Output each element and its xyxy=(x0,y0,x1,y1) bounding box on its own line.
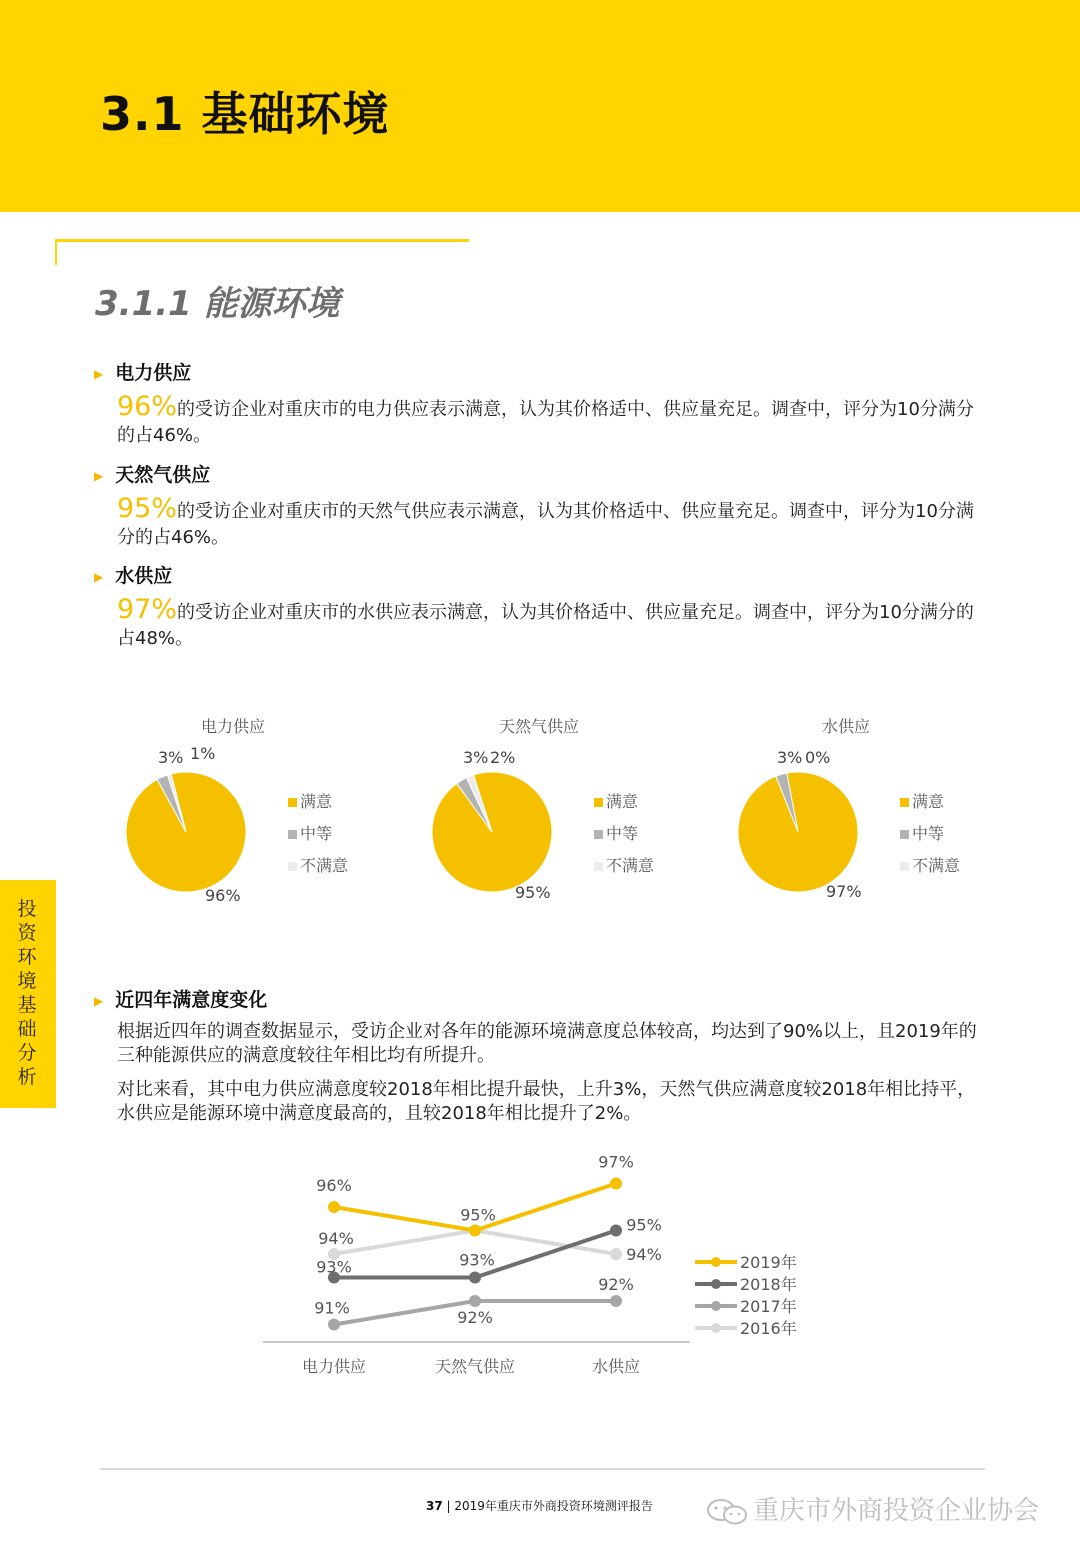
legend-label: 中等 xyxy=(606,824,639,843)
section-heading-trend xyxy=(94,985,267,1012)
legend-label: 2017年 xyxy=(740,1297,797,1316)
legend-item xyxy=(288,821,332,844)
highlight-percent: 95% xyxy=(117,493,178,524)
triangle-bullet-icon: ▶ xyxy=(94,993,104,1008)
legend-label: 满意 xyxy=(606,792,639,811)
data-point-2016年 xyxy=(610,1248,622,1260)
legend-item xyxy=(594,789,638,812)
pie-chart xyxy=(728,762,868,902)
triangle-bullet-icon: ▶ xyxy=(94,569,104,584)
section-paragraph-electricity xyxy=(117,391,987,449)
legend-item xyxy=(288,853,348,876)
data-label-2019年: 97% xyxy=(598,1152,634,1172)
legend-swatch xyxy=(594,798,603,807)
legend-label: 中等 xyxy=(912,824,945,843)
legend-swatch xyxy=(594,830,603,839)
legend-label: 不满意 xyxy=(912,856,961,875)
report-title: 2019年重庆市外商投资环境测评报告 xyxy=(454,1499,653,1513)
legend-item xyxy=(900,821,944,844)
legend-label: 2018年 xyxy=(740,1275,797,1294)
trend-paragraph-2: 对比来看，其中电力供应满意度较2018年相比提升最快，上升3%，天然气供应满意度较2018年相比持平，水供应是能源环境中满意度最高的，且较2018年相比提升了2%。 xyxy=(117,1079,976,1124)
x-tick-label: 电力供应 xyxy=(301,1357,367,1376)
data-point-2018年 xyxy=(469,1272,481,1284)
pie-title: 水供应 xyxy=(821,717,870,736)
wechat-icon xyxy=(705,1499,749,1525)
data-label-2016年: 94% xyxy=(318,1229,354,1248)
pie-chart xyxy=(422,762,562,902)
legend-item xyxy=(594,853,654,876)
pie-data-label: 0% xyxy=(805,748,831,767)
legend-swatch xyxy=(594,862,603,871)
legend-label: 满意 xyxy=(912,792,945,811)
pie-data-label: 2% xyxy=(490,748,516,767)
section-heading-label: 天然气供应 xyxy=(115,464,211,486)
legend-label: 不满意 xyxy=(300,856,349,875)
paragraph-text: 的受访企业对重庆市的天然气供应表示满意，认为其价格适中、供应量充足。调查中，评分为10分满分的占46%。 xyxy=(117,501,974,548)
trend-paragraph-1: 根据近四年的调查数据显示，受访企业对各年的能源环境满意度总体较高，均达到了90%以上，且2019年的三种能源供应的满意度较往年相比均有所提升。 xyxy=(117,1021,977,1066)
data-point-2018年 xyxy=(610,1225,622,1237)
pie-data-label: 1% xyxy=(190,744,216,763)
data-label-2016年: 94% xyxy=(626,1245,662,1264)
data-label-2019年: 95% xyxy=(460,1205,496,1225)
footer-brand xyxy=(705,1490,1039,1527)
data-point-2019年 xyxy=(469,1225,481,1237)
data-point-2017年 xyxy=(610,1295,622,1307)
data-label-2017年: 92% xyxy=(457,1308,493,1327)
pie-title: 天然气供应 xyxy=(498,717,579,736)
legend-swatch xyxy=(900,862,909,871)
decorative-rule xyxy=(55,239,469,242)
legend-swatch xyxy=(288,830,297,839)
legend-label: 不满意 xyxy=(606,856,655,875)
data-label-2018年: 93% xyxy=(459,1250,495,1270)
section-heading-label: 电力供应 xyxy=(115,362,192,384)
data-point-2019年 xyxy=(328,1201,340,1213)
data-point-2017年 xyxy=(328,1319,340,1331)
pie-title: 电力供应 xyxy=(200,717,265,736)
data-point-2019年 xyxy=(610,1178,622,1190)
pie-data-label: 3% xyxy=(158,748,184,767)
brand-name: 重庆市外商投资企业协会 xyxy=(753,1496,1040,1526)
section-paragraph-water xyxy=(117,594,987,652)
legend-marker xyxy=(711,1279,721,1289)
footer-page-info: 37 | 2019年重庆市外商投资环境测评报告 xyxy=(426,1499,653,1513)
legend-swatch xyxy=(900,830,909,839)
section-heading-label: 近四年满意度变化 xyxy=(115,989,268,1011)
legend-label: 2016年 xyxy=(740,1319,797,1338)
pie-data-label: 3% xyxy=(777,748,803,767)
pie-data-label: 3% xyxy=(463,748,489,767)
pie-chart xyxy=(116,762,256,902)
pie-data-label: 96% xyxy=(205,886,241,905)
line-chart xyxy=(255,1150,815,1390)
legend-label: 满意 xyxy=(300,792,333,811)
legend-item xyxy=(594,821,638,844)
x-tick-label: 天然气供应 xyxy=(434,1357,516,1376)
legend-label: 中等 xyxy=(300,824,333,843)
triangle-bullet-icon: ▶ xyxy=(94,366,104,381)
data-label-2018年: 93% xyxy=(316,1257,352,1277)
paragraph-text: 的受访企业对重庆市的电力供应表示满意，认为其价格适中、供应量充足。调查中，评分为10分满分的占46%。 xyxy=(117,399,974,446)
decorative-rule-vertical xyxy=(55,239,57,265)
section-heading-water xyxy=(94,561,172,588)
section-paragraph-gas xyxy=(117,493,987,551)
legend-marker xyxy=(711,1323,721,1333)
data-label-2017年: 91% xyxy=(314,1298,350,1318)
legend-item xyxy=(288,789,332,812)
highlight-percent: 96% xyxy=(117,391,178,422)
pie-data-label: 95% xyxy=(515,883,551,902)
x-tick-label: 水供应 xyxy=(591,1357,641,1376)
legend-item xyxy=(900,789,944,812)
legend-item xyxy=(900,853,960,876)
data-label-2017年: 92% xyxy=(598,1275,634,1294)
legend-marker xyxy=(711,1301,721,1311)
section-heading-label: 水供应 xyxy=(115,565,173,587)
legend-swatch xyxy=(288,798,297,807)
page-title: 3.1 基础环境 xyxy=(100,87,390,141)
data-point-2017年 xyxy=(469,1295,481,1307)
legend-swatch xyxy=(900,798,909,807)
data-label-2019年: 96% xyxy=(316,1176,352,1195)
side-tab-label: 投资环境基础分析 xyxy=(17,898,37,1088)
highlight-percent: 97% xyxy=(117,594,178,625)
legend-marker xyxy=(711,1257,721,1267)
footer-rule xyxy=(100,1468,985,1470)
legend-label: 2019年 xyxy=(740,1253,797,1272)
legend-swatch xyxy=(288,862,297,871)
subsection-title: 3.1.1 能源环境 xyxy=(95,284,340,324)
pie-data-label: 97% xyxy=(826,882,862,901)
section-heading-electricity xyxy=(94,358,191,385)
section-heading-gas xyxy=(94,460,210,487)
page-number: 37 xyxy=(426,1499,443,1513)
paragraph-text: 的受访企业对重庆市的水供应表示满意，认为其价格适中、供应量充足。调查中，评分为10分满分的占48%。 xyxy=(117,602,974,649)
data-label-2018年: 95% xyxy=(626,1215,662,1235)
triangle-bullet-icon: ▶ xyxy=(94,468,104,483)
